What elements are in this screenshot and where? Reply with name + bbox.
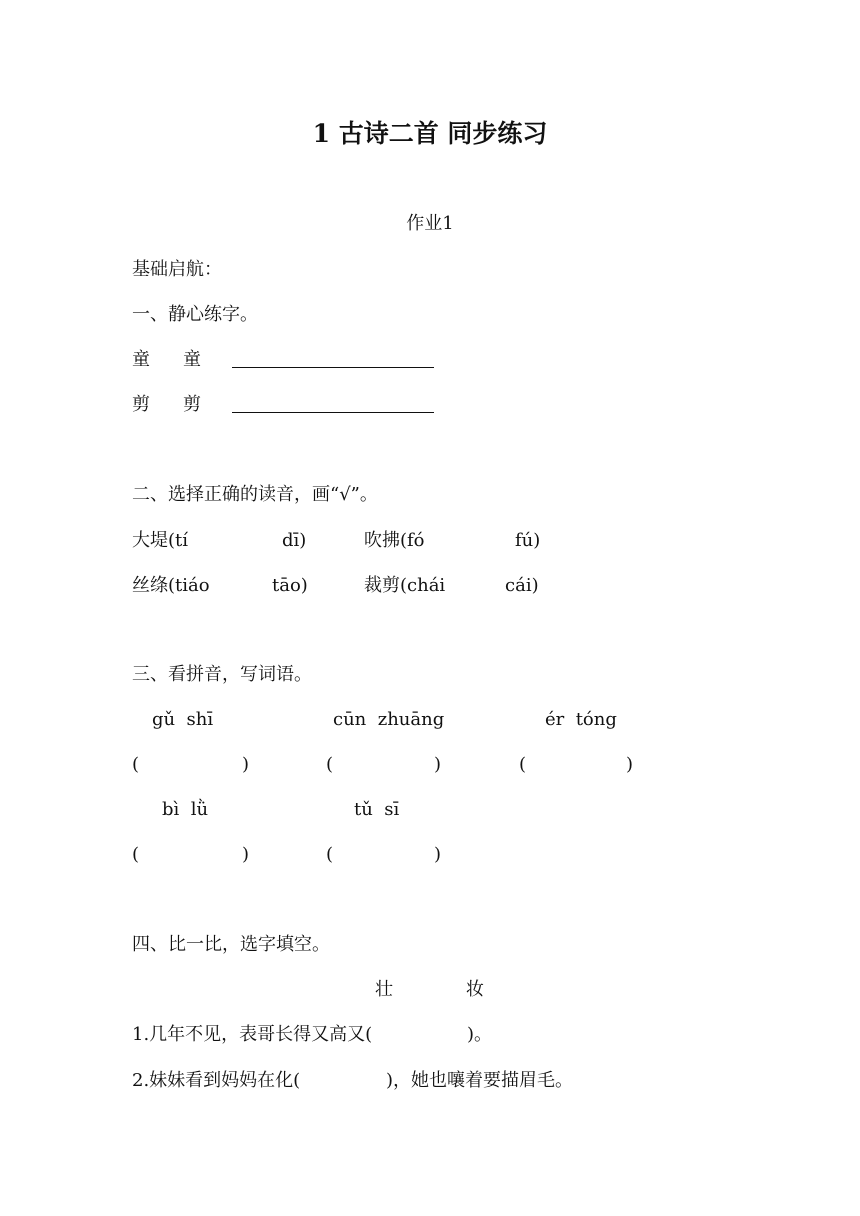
option-char: 妆 [466, 979, 484, 1000]
q1-char: 剪 [183, 394, 201, 415]
q2-word: 丝绦(tiáo [132, 575, 210, 596]
q1-char: 童 [132, 349, 150, 370]
q1-heading: 一、静心练字。 [132, 304, 258, 325]
pinyin: ér tóng [545, 709, 617, 730]
q2-word: 大堤(tí [132, 530, 189, 551]
q2-heading: 二、选择正确的读音，画“√”。 [132, 484, 378, 505]
q2-option[interactable]: tāo) [272, 575, 308, 596]
pinyin: tǔ sī [354, 799, 400, 820]
q2-option[interactable]: fú) [515, 530, 541, 551]
answer-paren-open[interactable]: ( [519, 754, 527, 775]
sentence-2-end: )，她也嚷着要描眉毛。 [386, 1070, 574, 1091]
answer-paren-open[interactable]: ( [326, 754, 334, 775]
pinyin: cūn zhuāng [333, 709, 445, 730]
q4-heading: 四、比一比，选字填空。 [132, 934, 330, 955]
answer-paren-open[interactable]: ( [326, 844, 334, 865]
page-title: 1 古诗二首 同步练习 [312, 119, 548, 148]
q2-option[interactable]: cái) [505, 575, 539, 596]
answer-paren-close[interactable]: ) [434, 754, 442, 775]
writing-line[interactable] [232, 367, 434, 368]
sentence-1-start: 1.几年不见，表哥长得又高又( [132, 1024, 373, 1045]
q1-char: 剪 [132, 394, 150, 415]
sentence-1-end: )。 [467, 1024, 493, 1045]
answer-paren-close[interactable]: ) [242, 754, 250, 775]
q3-heading: 三、看拼音，写词语。 [132, 664, 312, 685]
answer-paren-open[interactable]: ( [132, 754, 140, 775]
section-label: 基础启航： [132, 259, 222, 280]
assignment-label: 作业1 [406, 213, 454, 234]
pinyin: bì lǜ [162, 799, 209, 820]
answer-paren-close[interactable]: ) [434, 844, 442, 865]
pinyin: gǔ shī [152, 709, 214, 730]
answer-paren-close[interactable]: ) [626, 754, 634, 775]
q2-word: 吹拂(fó [364, 530, 425, 551]
answer-paren-close[interactable]: ) [242, 844, 250, 865]
answer-paren-open[interactable]: ( [132, 844, 140, 865]
writing-line[interactable] [232, 412, 434, 413]
q2-word: 裁剪(chái [364, 575, 446, 596]
q1-char: 童 [183, 349, 201, 370]
option-char: 壮 [375, 979, 393, 1000]
sentence-2-start: 2.妹妹看到妈妈在化( [132, 1070, 301, 1091]
q2-option[interactable]: dī) [282, 530, 307, 551]
